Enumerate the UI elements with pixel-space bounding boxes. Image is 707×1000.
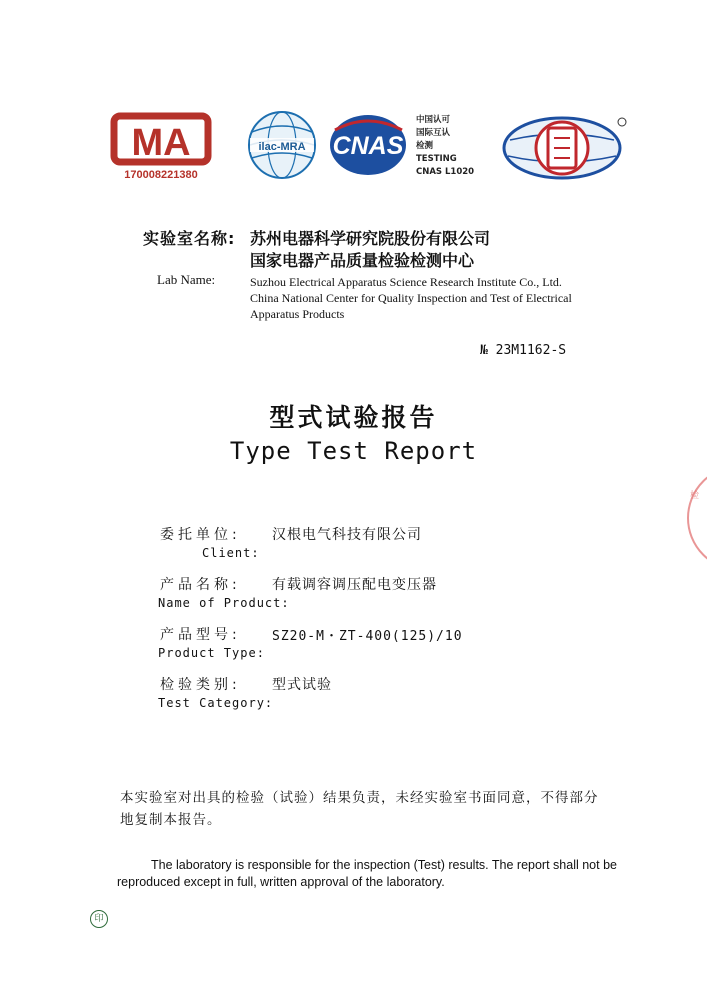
category-label-en: Test Category: [158, 696, 274, 710]
corner-seal-text: 印 [94, 914, 104, 924]
type-label-zh: 产品型号: [160, 627, 241, 643]
client-label-en: Client: [202, 546, 260, 560]
title-en: Type Test Report [229, 437, 478, 465]
type-label-en: Product Type: [158, 646, 265, 660]
product-label-en: Name of Product: [158, 596, 290, 610]
cnas-logo [330, 115, 406, 175]
category-label-zh: 检验类别: [160, 677, 241, 693]
client-label-zh: 委托单位: [160, 527, 241, 543]
cnas-caption-4: TESTING [416, 154, 457, 164]
lab-name-en-line1: Suzhou Electrical Apparatus Science Research Institute Co., Ltd. [250, 275, 562, 289]
stamp-side-text: 检 [690, 491, 700, 501]
certification-logos [110, 110, 630, 190]
report-number: № 23M1162-S [480, 343, 567, 358]
category-value: 型式试验 [272, 677, 332, 693]
cma-number: 170008221380 [124, 169, 198, 181]
cqc-emblem-icon [504, 118, 626, 178]
cnas-caption-3: 检测 [416, 141, 434, 151]
cma-logo-text: MA [131, 122, 191, 164]
lab-name-en-line2: China National Center for Quality Inspection and Test of Electrical [250, 291, 572, 305]
cma-logo [114, 116, 208, 181]
lab-name-zh-line2: 国家电器产品质量检验检测中心 [250, 251, 475, 270]
product-value: 有载调容调压配电变压器 [272, 577, 437, 593]
cnas-caption-1: 中国认可 [416, 115, 451, 125]
type-value: SZ20-M・ZT-400(125)/10 [272, 629, 463, 644]
partial-stamp-icon [680, 468, 707, 568]
ilac-text: ilac-MRA [258, 141, 306, 153]
client-value: 汉根电气科技有限公司 [272, 527, 422, 543]
cnas-caption [416, 114, 474, 177]
ilac-mra-logo [249, 112, 315, 178]
lab-name-en-line3: Apparatus Products [250, 307, 345, 321]
lab-name-en [250, 274, 630, 322]
title-zh: 型式试验报告 [269, 403, 438, 432]
cnas-caption-2: 国际互认 [416, 128, 451, 138]
corner-seal-icon [90, 910, 108, 928]
disclaimer-en: The laboratory is responsible for the inspection (Test) results. The report shall not be reproduced except in full, written approval of the laboratory. [117, 858, 617, 889]
cnas-text: CNAS [332, 132, 404, 160]
lab-label-zh: 实验室名称: [143, 229, 236, 248]
disclaimer-zh: 本实验室对出具的检验（试验）结果负责，未经实验室书面同意，不得部分地复制本报告。 [120, 790, 599, 828]
lab-label-en: Lab Name: [157, 272, 216, 287]
product-label-zh: 产品名称: [160, 577, 241, 593]
cnas-caption-5: CNAS L1020 [416, 167, 475, 177]
lab-name-zh-line1: 苏州电器科学研究院股份有限公司 [250, 229, 491, 248]
